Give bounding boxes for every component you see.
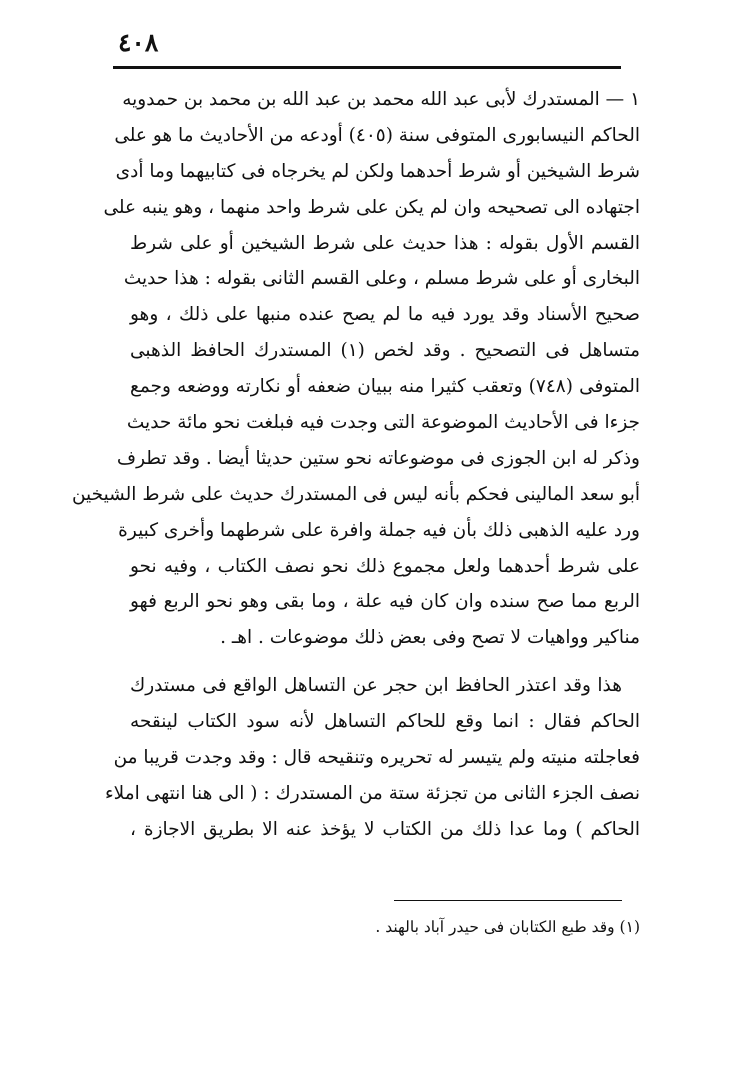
footnote: (١) وقد طبع الكتابان فى حيدر آباد بالهند . [375, 918, 640, 936]
paragraph-2 [104, 668, 640, 847]
text-line: ١ — المستدرك لأبى عبد الله محمد بن عبد الله بن محمد بن حمدويه [122, 89, 640, 110]
text-line: مناكير وواهيات لا تصح وفى بعض ذلك موضوعات . اهـ . [220, 627, 640, 649]
text-line: جزءا فى الأحاديث الموضوعة التى وجدت فيه فبلغت نحو مائة حديث [126, 412, 640, 434]
text-line: البخارى أو على شرط مسلم ، وعلى القسم الثانى بقوله : هذا حديث [123, 268, 640, 290]
text-line: ورد عليه الذهبى ذلك بأن فيه جملة وافرة على شرطهما وأخرى كبيرة [118, 519, 640, 541]
text-line: هذا وقد اعتذر الحافظ ابن حجر عن التساهل الواقع فى مستدرك [130, 675, 622, 697]
header-rule [113, 66, 621, 69]
text-line: الحاكم فقال : انما وقع للحاكم التساهل لأنه سود الكتاب لينقحه [130, 711, 640, 733]
text-line: أبو سعد المالينى فحكم بأنه ليس فى المستدرك حديث على شرط الشيخين [71, 483, 640, 505]
text-line: الربع مما صح سنده وان كان فيه علة ، وما بقى وهو نحو الربع فهو [130, 591, 640, 613]
text-line: على شرط أحدهما ولعل مجموع ذلك نحو نصف الكتاب ، وفيه نحو [130, 555, 640, 577]
text-line: وذكر له ابن الجوزى فى موضوعاته نحو ستين حديثا أيضا . وقد تطرف [116, 447, 640, 469]
text-line: صحيح الأسناد وقد يورد فيه ما لم يصح عنده منبها على ذلك ، وهو [130, 304, 640, 326]
text-line: القسم الأول بقوله : هذا حديث على شرط الشيخين أو على شرط [130, 232, 640, 254]
text-line: متساهل فى التصحيح . وقد لخص (١) المستدرك الحافظ الذهبى [130, 340, 640, 362]
text-line: فعاجلته منيته ولم يتيسر له تحريره وتنقيحه قال : وقد وجدت قريبا من [113, 747, 640, 769]
text-line: الحاكم ) وما عدا ذلك من الكتاب لا يؤخذ عنه الا بطريق الاجازة ، [130, 818, 640, 840]
main-text [71, 82, 640, 848]
text-line: المتوفى (٧٤٨) وتعقب كثيرا منه ببيان ضعفه أو نكارته ووضعه وجمع [130, 376, 640, 398]
paragraph-1 [71, 82, 640, 656]
footnote-rule [394, 900, 622, 901]
text-line: اجتهاده الى تصحيحه وان لم يكن على شرط واحد منهما ، وهو ينبه على [103, 196, 640, 218]
text-line: الحاكم النيسابورى المتوفى سنة (٤٠٥) أودعه من الأحاديث ما هو على [114, 124, 640, 146]
paragraph-gap [130, 656, 640, 668]
text-line: شرط الشيخين أو شرط أحدهما ولكن لم يخرجاه فى كتابيهما وما أدى [115, 160, 640, 182]
page-number: ٤٠٨ [118, 28, 159, 57]
text-line: نصف الجزء الثانى من تجزئة ستة من المستدرك : ( الى هنا انتهى املاء [104, 782, 640, 804]
